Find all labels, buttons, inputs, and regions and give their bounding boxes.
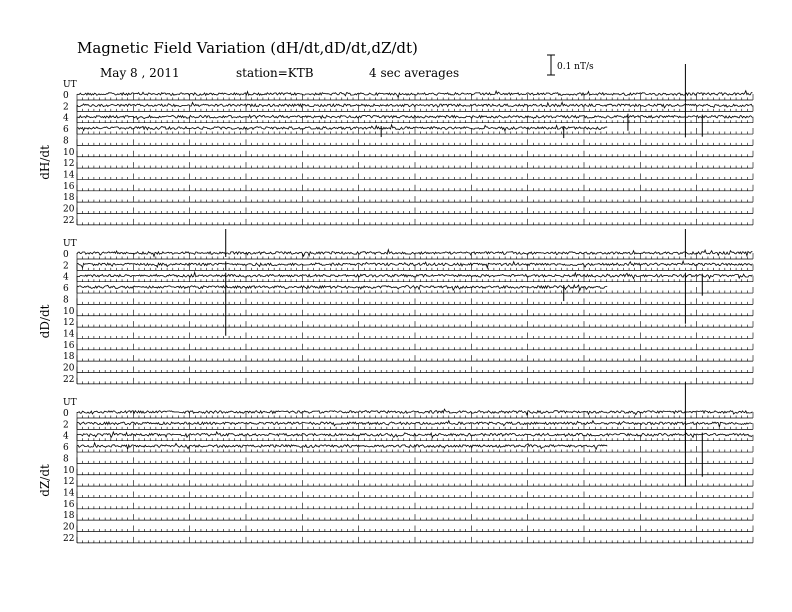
row-label: 6: [63, 125, 69, 136]
panel-label: dZ/dt: [38, 464, 52, 497]
row-label: 12: [63, 159, 75, 170]
row-label: 10: [63, 306, 75, 317]
row-label: 16: [63, 499, 75, 510]
date-label: May 8 , 2011: [100, 66, 180, 80]
row-label: 22: [63, 215, 75, 226]
row-label: 16: [63, 340, 75, 351]
row-label: 10: [63, 147, 75, 158]
row-label: 16: [63, 181, 75, 192]
row-label: 6: [63, 284, 69, 295]
row-label: 4: [63, 113, 69, 124]
averaging-label: 4 sec averages: [369, 66, 460, 80]
row-label: 14: [63, 170, 75, 181]
row-label: 6: [63, 443, 69, 454]
scale-bar: [547, 55, 594, 75]
row-label: 20: [63, 363, 75, 374]
row-label: 18: [63, 511, 75, 522]
row-label: 18: [63, 352, 75, 363]
row-label: 20: [63, 204, 75, 215]
scale-bar-label: 0.1 nT/s: [557, 62, 594, 72]
panels: [38, 64, 753, 544]
row-label: 14: [63, 488, 75, 499]
panel-dZ-dt: [38, 382, 753, 544]
row-label: 2: [63, 261, 69, 272]
ut-axis-label: UT: [63, 398, 77, 408]
row-label: 22: [63, 374, 75, 385]
row-label: 12: [63, 318, 75, 329]
trace-line: [77, 102, 752, 108]
panel-dH-dt: [38, 64, 753, 226]
row-label: 8: [63, 295, 69, 306]
ut-axis-label: UT: [63, 80, 77, 90]
row-label: 8: [63, 454, 69, 465]
row-label: 8: [63, 136, 69, 147]
row-label: 4: [63, 431, 69, 442]
row-label: 2: [63, 420, 69, 431]
row-label: 20: [63, 522, 75, 533]
row-label: 0: [63, 409, 69, 419]
panel-dD-dt: [38, 229, 753, 385]
row-label: 4: [63, 272, 69, 283]
row-label: 22: [63, 533, 75, 544]
station-label: station=KTB: [236, 66, 314, 80]
panel-label: dD/dt: [38, 304, 52, 339]
panel-label: dH/dt: [38, 145, 52, 180]
row-label: 12: [63, 477, 75, 488]
row-label: 0: [63, 91, 69, 101]
row-label: 10: [63, 465, 75, 476]
ut-axis-label: UT: [63, 239, 77, 249]
row-label: 0: [63, 250, 69, 260]
row-label: 2: [63, 102, 69, 113]
chart-title: Magnetic Field Variation (dH/dt,dD/dt,dZ/dt): [77, 39, 418, 57]
row-label: 14: [63, 329, 75, 340]
row-label: 18: [63, 193, 75, 204]
